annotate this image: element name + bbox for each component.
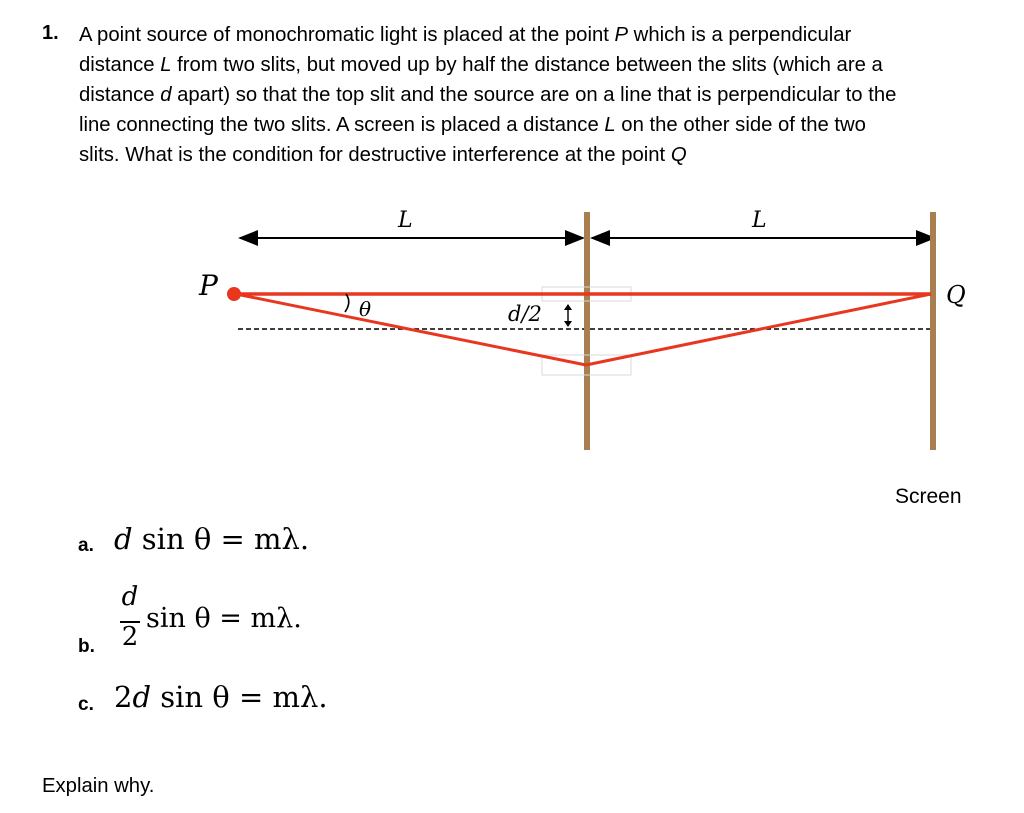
label-P: P — [199, 269, 218, 302]
d-half-arrow-top — [564, 304, 572, 310]
angle-arc — [345, 294, 349, 312]
explain-prompt: Explain why. — [42, 775, 155, 797]
question-variable: P — [614, 24, 629, 46]
slit-barrier — [584, 212, 590, 450]
question-variable: Q — [670, 144, 687, 166]
question-line: distance L from two slits, but moved up by half the distance between the slits (which are a — [79, 54, 883, 76]
label-d-half: d/2 — [508, 302, 542, 326]
question-line: line connecting the two slits. A screen is placed a distance L on the other side of the two — [79, 114, 866, 136]
label-L-left: L — [398, 208, 413, 233]
option-b-denominator: 2 — [121, 622, 139, 652]
option-a-rest: sin θ = mλ. — [132, 522, 310, 556]
question-line: slits. What is the condition for destructive interference at the point Q — [79, 144, 687, 166]
question-line: distance d apart) so that the top slit and the source are on a line that is perpendicular to the — [79, 84, 897, 106]
option-c-var: d — [132, 680, 152, 714]
screen — [930, 212, 936, 450]
option-c-letter: c. — [78, 694, 94, 715]
option-a-var: d — [114, 522, 133, 556]
option-b-letter: b. — [78, 636, 95, 657]
question-number: 1. — [42, 22, 59, 44]
label-theta: θ — [359, 297, 372, 321]
label-screen: Screen — [895, 485, 962, 508]
option-b-numerator: d — [121, 582, 139, 612]
option-c-expression — [114, 680, 328, 714]
question-variable: L — [160, 54, 172, 76]
label-Q: Q — [946, 281, 966, 309]
question-variable: d — [160, 84, 172, 106]
option-a-letter: a. — [78, 535, 94, 556]
label-L-right: L — [752, 208, 767, 233]
option-b-rest: sin θ = mλ. — [146, 603, 302, 634]
d-half-arrow-bottom — [564, 321, 572, 327]
option-c-rest: sin θ = mλ. — [151, 680, 328, 714]
option-a-expression — [114, 522, 309, 556]
source-point — [227, 287, 241, 301]
option-c-coef: 2 — [114, 680, 133, 714]
question-variable: L — [604, 114, 616, 136]
question-text — [79, 20, 1009, 170]
question-line: A point source of monochromatic light is placed at the point P which is a perpendicular — [79, 24, 852, 46]
interference-diagram — [0, 195, 1024, 515]
